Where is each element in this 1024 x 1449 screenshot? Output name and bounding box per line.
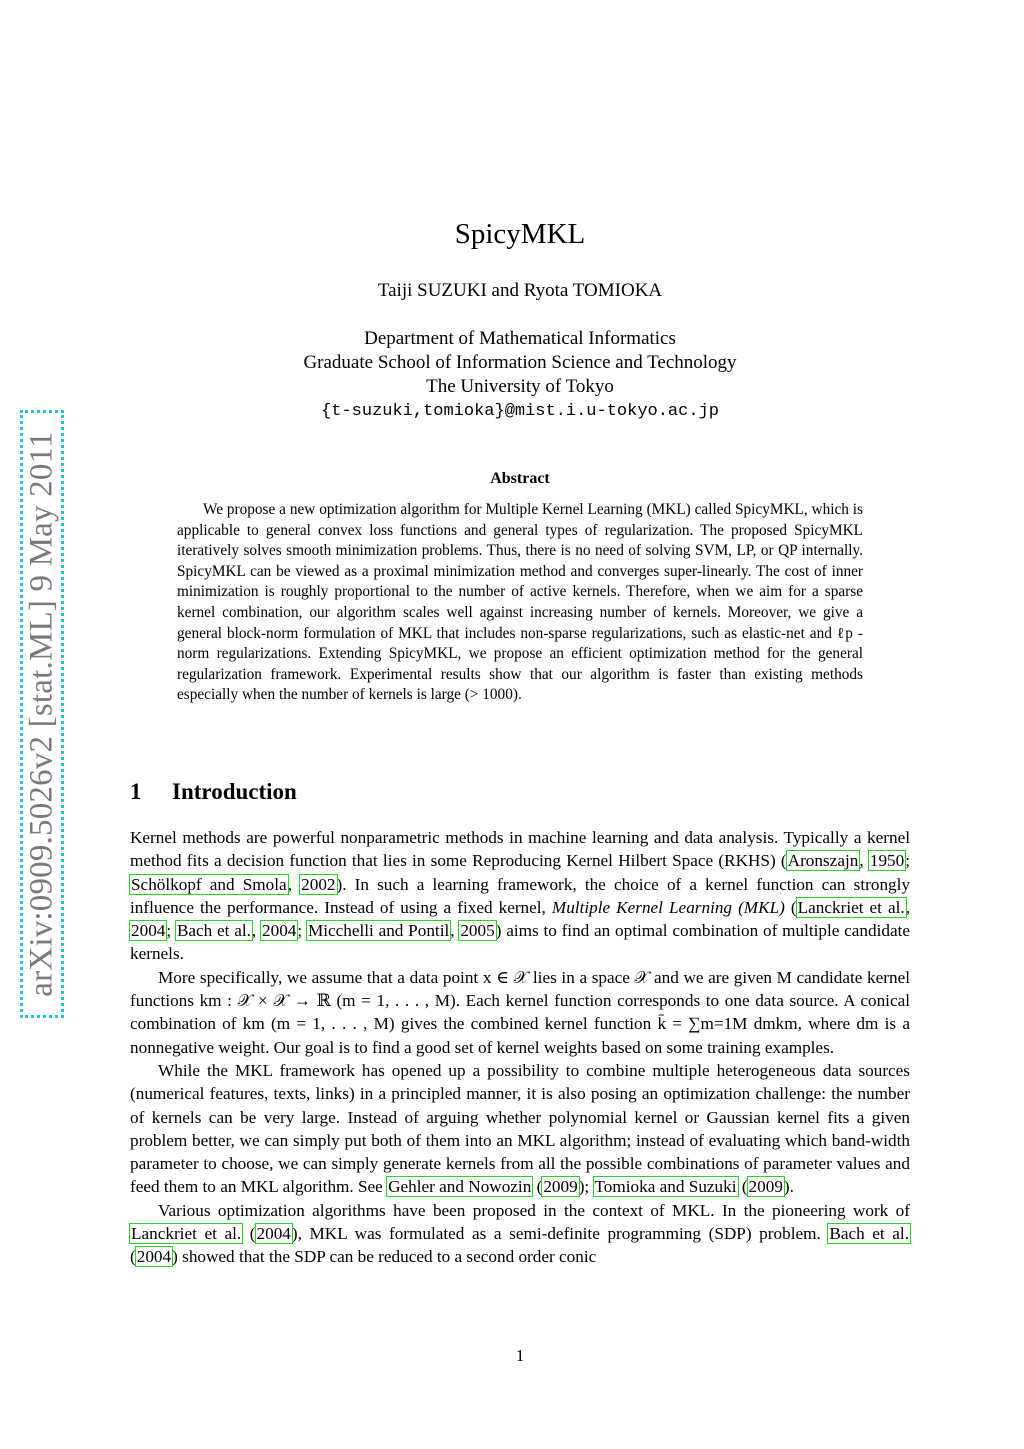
section-heading <box>130 779 297 805</box>
text-span: ( <box>784 897 797 917</box>
intro-paragraph-2: More specifically, we assume that a data point x ∈ 𝒳 lies in a space 𝒳 and we are given M candidate kernel functions km : 𝒳 × 𝒳 → ℝ (m = 1, . . . , M). Each kernel function corresponds to one data source. A conical combination of km (m = 1, . . . , M) gives the combined kernel function k̄ = ∑m=1M dmkm, where dm is a nonnegative weight. Our goal is to find a good set of kernel weights based on some training examples. <box>130 967 910 1057</box>
text-span: ; <box>166 921 176 941</box>
abstract-text: We propose a new optimization algorithm for Multiple Kernel Learning (MKL) called SpicyMKL, which is applicable to general convex loss functions and general types of regularization. The proposed SpicyMKL iteratively solves smooth minimization problems. Thus, there is no need of solving SVM, LP, or QP internally. SpicyMKL can be viewed as a proximal minimization method and converges super-linearly. The cost of inner minimization is roughly proportional to the number of active kernels. Therefore, when we aim for a sparse kernel combination, our algorithm scales well against increasing number of kernels. Moreover, we give a general block-norm formulation of MKL that includes non-sparse regularizations, such as elastic-net and ℓp -norm regularizations. Extending SpicyMKL, we propose an efficient optimization method for the general regularization framework. Experimental results show that our algorithm is faster than existing methods especially when the number of kernels is large (> 1000). <box>177 501 863 704</box>
text-span: Kernel methods are powerful nonparametric methods in machine learning and data analysis. Typically a kernel method fits a decision function that lies in some Reproducing Kernel Hilbert Space (RKHS) ( <box>130 828 910 871</box>
citation-link[interactable]: 2009 <box>543 1177 578 1197</box>
text-span: ). <box>783 1177 794 1197</box>
citation-link[interactable]: Bach et al. <box>176 921 251 941</box>
citation-link[interactable]: 2002 <box>301 874 336 894</box>
page-number: 1 <box>515 1346 525 1365</box>
text-span: , <box>450 921 460 941</box>
text-span: , <box>251 921 261 941</box>
citation-link[interactable]: Lanckriet et al. <box>797 897 905 917</box>
citation-link[interactable]: Gehler and Nowozin <box>388 1177 532 1197</box>
citation-link[interactable]: 2004 <box>136 1247 172 1267</box>
arxiv-stamp <box>20 410 64 1018</box>
text-span: , <box>905 897 911 917</box>
citation-link[interactable]: 2004 <box>256 1224 291 1244</box>
citation-link[interactable]: Schölkopf and Smola <box>131 874 287 894</box>
text-span: ) showed that the SDP can be reduced to a second order conic <box>172 1247 597 1267</box>
text-span: ( <box>737 1177 748 1197</box>
text-span: ( <box>242 1224 256 1244</box>
citation-link[interactable]: Lanckriet et al. <box>131 1224 242 1244</box>
citation-link[interactable]: Tomioka and Suzuki <box>594 1177 737 1197</box>
arxiv-stamp-text: arXiv:0909.5026v2 [stat.ML] 9 May 2011 <box>23 431 60 997</box>
citation-link[interactable]: 1950 <box>869 851 905 871</box>
citation-link[interactable]: 2009 <box>748 1177 783 1197</box>
text-span: ); <box>578 1177 594 1197</box>
citation-link[interactable]: Aronszajn <box>787 851 859 871</box>
text-span: ) aims to find an optimal combination of multiple candidate kernels. <box>130 921 911 964</box>
text-span: ( <box>130 1247 136 1267</box>
section-title: Introduction <box>172 779 297 804</box>
text-span: ; <box>905 851 911 871</box>
text-span: Various optimization algorithms have been proposed in the context of MKL. In the pioneering work of <box>158 1200 910 1220</box>
intro-paragraph-4 <box>130 1199 910 1269</box>
affiliation-line-2: Graduate School of Information Science and Technology <box>303 352 737 373</box>
text-span: , <box>859 851 869 871</box>
affiliation-line-1: Department of Mathematical Informatics <box>364 328 676 349</box>
text-span: ). In such a learning framework, the choice of a kernel function can strongly influence the performance. Instead of using a fixed kernel, <box>130 874 910 917</box>
text-span: While the MKL framework has opened up a possibility to combine multiple heterogeneous data sources (numerical features, texts, links) in a principled manner, it is also posing an optimization challenge: the number of kernels can be very large. Instead of arguing whether polynomial kernel or Gaussian kernel fits a given problem better, we can simply put both of them into an MKL algorithm; instead of evaluating which band-width parameter to choose, we can simply generate kernels from all the possible combinations of parameter values and feed them to an MKL algorithm. See <box>130 1060 910 1197</box>
abstract-heading: Abstract <box>490 470 550 487</box>
intro-paragraph-3 <box>130 1059 910 1199</box>
emphasis-mkl: Multiple Kernel Learning (MKL) <box>551 897 785 917</box>
paper-title: SpicyMKL <box>454 218 586 250</box>
affiliation-line-3: The University of Tokyo <box>426 376 614 397</box>
citation-link[interactable]: 2005 <box>460 921 495 941</box>
citation-link[interactable]: Micchelli and Pontil <box>307 921 450 941</box>
author-emails: {t-suzuki,tomioka}@mist.i.u-tokyo.ac.jp <box>321 402 719 421</box>
authors: Taiji SUZUKI and Ryota TOMIOKA <box>377 280 663 301</box>
intro-body <box>130 826 910 1269</box>
text-span: ), MKL was formulated as a semi-definite programming (SDP) problem. <box>291 1224 829 1244</box>
intro-paragraph-1 <box>130 826 910 966</box>
text-span: , <box>287 874 301 894</box>
section-number: 1 <box>130 779 142 804</box>
text-span: ; <box>297 921 307 941</box>
citation-link[interactable]: Bach et al. <box>829 1224 910 1244</box>
citation-link[interactable]: 2004 <box>262 921 297 941</box>
text-span: ( <box>532 1177 543 1197</box>
citation-link[interactable]: 2004 <box>131 921 166 941</box>
